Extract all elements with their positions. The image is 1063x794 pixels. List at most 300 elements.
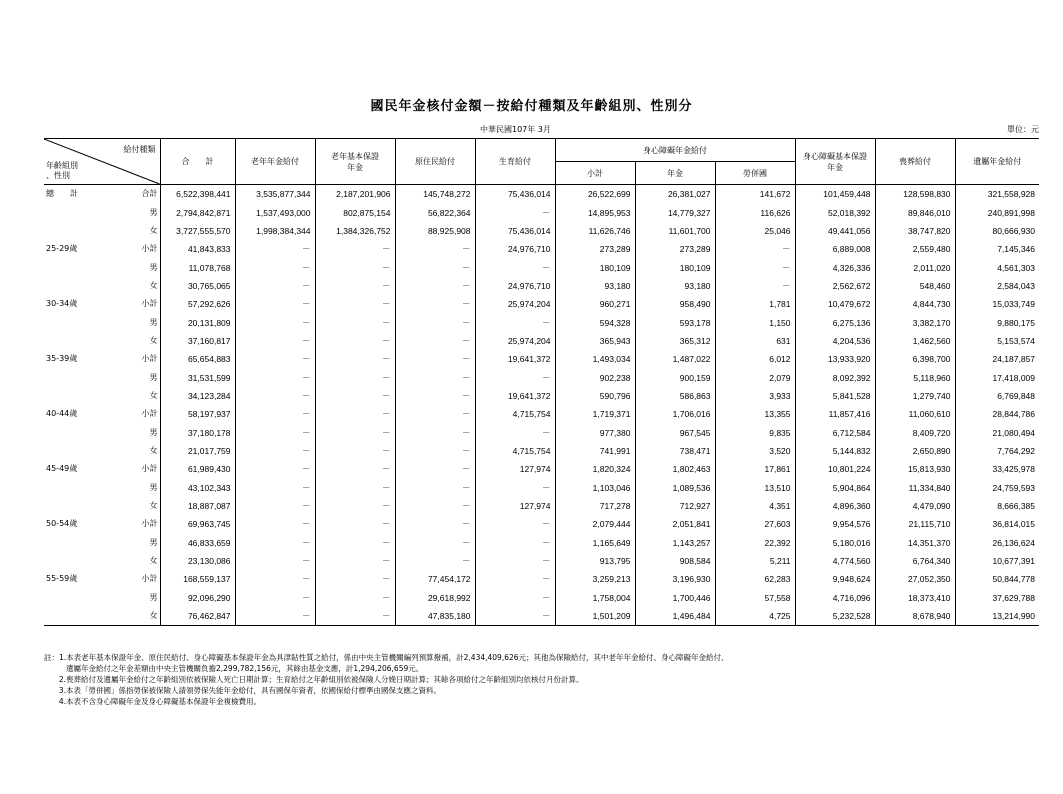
value-cell: －	[315, 479, 395, 497]
table-row	[44, 442, 1039, 460]
age-group-label: 30-34歲	[46, 299, 78, 309]
value-cell: 23,130,086	[160, 552, 235, 570]
value-cell: 56,822,364	[395, 203, 475, 221]
value-cell: 1,493,034	[555, 350, 635, 368]
table-row	[44, 570, 1039, 588]
value-cell: 6,522,398,441	[160, 185, 235, 204]
age-group-label: 25-29歲	[46, 244, 78, 254]
value-cell: 24,759,593	[955, 479, 1039, 497]
value-cell: 1,103,046	[555, 479, 635, 497]
corner-bottom-label	[46, 161, 78, 181]
sex-label: 男	[149, 207, 158, 217]
footnotes	[44, 652, 1054, 707]
value-cell: －	[315, 442, 395, 460]
value-cell: －	[235, 589, 315, 607]
value-cell: －	[235, 442, 315, 460]
value-cell: 21,017,759	[160, 442, 235, 460]
footnote-text: 本表「勞併國」係指勞保被保險人請領勞保失能年金給付，具有國保年資者，依國保給付標準由國保支應之資料。	[66, 686, 441, 695]
value-cell: 5,841,528	[795, 387, 875, 405]
value-cell: 4,204,536	[795, 332, 875, 350]
sex-label: 女	[110, 607, 160, 626]
value-cell: 6,275,136	[795, 313, 875, 331]
age-group-label	[44, 368, 110, 386]
value-cell: 594,328	[555, 313, 635, 331]
value-cell: 37,180,178	[160, 423, 235, 441]
sex-label: 男	[149, 537, 158, 547]
age-group-label	[44, 607, 110, 626]
value-cell: 36,814,015	[955, 515, 1039, 533]
footnote-line	[44, 685, 1054, 696]
sex-label: 男	[149, 317, 158, 327]
value-cell: 8,409,720	[875, 423, 955, 441]
value-cell: －	[235, 570, 315, 588]
value-cell: 1,820,324	[555, 460, 635, 478]
value-cell: －	[315, 295, 395, 313]
value-cell: 7,764,292	[955, 442, 1039, 460]
value-cell: 62,283	[715, 570, 795, 588]
value-cell: 57,558	[715, 589, 795, 607]
value-cell: 11,857,416	[795, 405, 875, 423]
corner-top-label: 給付種類	[123, 145, 156, 154]
page-title: 國民年金核付金額－按給付種類及年齡組別、性別分	[370, 99, 693, 114]
age-group-label	[44, 222, 110, 240]
value-cell: 900,159	[635, 368, 715, 386]
value-cell: －	[235, 552, 315, 570]
header-funeral: 喪葬給付	[875, 139, 955, 185]
value-cell: 127,974	[475, 460, 555, 478]
footnote-prefix: 2.	[58, 675, 66, 684]
value-cell: －	[395, 240, 475, 258]
value-cell: 6,889,008	[795, 240, 875, 258]
value-cell: 47,835,180	[395, 607, 475, 626]
table-row	[44, 423, 1039, 441]
header-disability-group: 身心障礙年金給付	[555, 139, 795, 162]
value-cell: 31,531,599	[160, 368, 235, 386]
value-cell: －	[235, 350, 315, 368]
sex-label: 女	[149, 556, 158, 566]
value-cell: －	[715, 258, 795, 276]
footnote-text: 本表不含身心障礙年金及身心障礙基本保證年金複檢費用。	[66, 697, 261, 706]
value-cell: 25,974,204	[475, 332, 555, 350]
value-cell: 4,715,754	[475, 442, 555, 460]
value-cell: 9,948,624	[795, 570, 875, 588]
sex-label: 女	[149, 225, 158, 235]
header-aboriginal: 原住民給付	[395, 139, 475, 185]
value-cell: 1,279,740	[875, 387, 955, 405]
value-cell: 116,626	[715, 203, 795, 221]
value-cell: 273,289	[635, 240, 715, 258]
value-cell: 1,496,484	[635, 607, 715, 626]
value-cell: 3,535,877,344	[235, 185, 315, 204]
value-cell: 1,998,384,344	[235, 222, 315, 240]
header-dis-basic-text: 身心障礙基本保證年金	[803, 151, 868, 172]
value-cell: 6,764,340	[875, 552, 955, 570]
table-row	[44, 497, 1039, 515]
value-cell: －	[315, 387, 395, 405]
value-cell: 273,289	[555, 240, 635, 258]
value-cell: －	[475, 203, 555, 221]
age-group-label	[44, 497, 110, 515]
header-survivor: 遺屬年金給付	[955, 139, 1039, 185]
age-group-label	[44, 387, 110, 405]
value-cell: 1,150	[715, 313, 795, 331]
value-cell: 25,974,204	[475, 295, 555, 313]
age-group-label	[44, 534, 110, 552]
value-cell: －	[395, 423, 475, 441]
value-cell: 52,018,392	[795, 203, 875, 221]
age-group-label	[44, 552, 110, 570]
age-group-label: 35-39歲	[46, 354, 78, 364]
corner-bottom-line-1: 年齡組別	[46, 161, 78, 170]
sex-label: 小計	[141, 409, 158, 419]
value-cell: －	[395, 368, 475, 386]
value-cell: －	[475, 534, 555, 552]
value-cell: 741,991	[555, 442, 635, 460]
value-cell: 26,136,624	[955, 534, 1039, 552]
value-cell: 93,180	[555, 277, 635, 295]
footnote-line	[44, 663, 1054, 674]
value-cell: 2,559,480	[875, 240, 955, 258]
footnote-prefix: 註：1.	[44, 653, 67, 662]
value-cell: －	[395, 460, 475, 478]
value-cell: 19,641,372	[475, 350, 555, 368]
value-cell: 6,769,848	[955, 387, 1039, 405]
value-cell: －	[315, 277, 395, 295]
value-cell: 1,089,536	[635, 479, 715, 497]
value-cell: 18,373,410	[875, 589, 955, 607]
value-cell: 24,187,857	[955, 350, 1039, 368]
table-row	[44, 589, 1039, 607]
value-cell: 75,436,014	[475, 222, 555, 240]
value-cell: 4,326,336	[795, 258, 875, 276]
age-group-label	[44, 423, 110, 441]
value-cell: 11,078,768	[160, 258, 235, 276]
value-cell: 180,109	[555, 258, 635, 276]
value-cell: 2,794,842,871	[160, 203, 235, 221]
value-cell: 717,278	[555, 497, 635, 515]
value-cell: 41,843,833	[160, 240, 235, 258]
value-cell: 4,479,090	[875, 497, 955, 515]
value-cell: 4,774,560	[795, 552, 875, 570]
table-row	[44, 277, 1039, 295]
value-cell: 960,271	[555, 295, 635, 313]
header-old-age: 老年年金給付	[235, 139, 315, 185]
value-cell: －	[235, 295, 315, 313]
age-group-label	[44, 277, 110, 295]
footnote-line	[44, 652, 1054, 663]
age-group-label	[44, 589, 110, 607]
value-cell: －	[395, 405, 475, 423]
value-cell: －	[395, 277, 475, 295]
value-cell: 180,109	[635, 258, 715, 276]
value-cell: －	[235, 258, 315, 276]
value-cell: 1,165,649	[555, 534, 635, 552]
header-dis-labor: 勞併國	[715, 162, 795, 185]
table-row	[44, 185, 1039, 204]
value-cell: 20,131,809	[160, 313, 235, 331]
value-cell: －	[235, 423, 315, 441]
value-cell: 958,490	[635, 295, 715, 313]
value-cell: 127,974	[475, 497, 555, 515]
value-cell: 69,963,745	[160, 515, 235, 533]
value-cell: 65,654,883	[160, 350, 235, 368]
value-cell: 2,051,841	[635, 515, 715, 533]
value-cell: 7,145,346	[955, 240, 1039, 258]
value-cell: 3,933	[715, 387, 795, 405]
value-cell: －	[235, 405, 315, 423]
value-cell: 590,796	[555, 387, 635, 405]
value-cell: 58,197,937	[160, 405, 235, 423]
value-cell: 6,012	[715, 350, 795, 368]
value-cell: 10,801,224	[795, 460, 875, 478]
age-group-label	[44, 203, 110, 221]
age-group-label	[44, 479, 110, 497]
value-cell: －	[475, 607, 555, 626]
header-old-basic	[315, 139, 395, 185]
age-group-label	[44, 332, 110, 350]
value-cell: 19,641,372	[475, 387, 555, 405]
value-cell: 37,629,788	[955, 589, 1039, 607]
value-cell: 3,196,930	[635, 570, 715, 588]
value-cell: 18,887,087	[160, 497, 235, 515]
table-row	[44, 405, 1039, 423]
table-row	[44, 240, 1039, 258]
header-dis-annuity: 年金	[635, 162, 715, 185]
sex-label: 女	[149, 501, 158, 511]
value-cell: 3,259,213	[555, 570, 635, 588]
value-cell: 22,392	[715, 534, 795, 552]
value-cell: 89,846,010	[875, 203, 955, 221]
value-cell: 17,861	[715, 460, 795, 478]
value-cell: 4,716,096	[795, 589, 875, 607]
age-group-label	[44, 258, 110, 276]
value-cell: 10,479,672	[795, 295, 875, 313]
value-cell: 26,522,699	[555, 185, 635, 204]
table-row	[44, 534, 1039, 552]
value-cell: 101,459,448	[795, 185, 875, 204]
value-cell: －	[235, 607, 315, 626]
value-cell: －	[315, 552, 395, 570]
value-cell: 76,462,847	[160, 607, 235, 626]
sex-label: 女	[149, 390, 158, 400]
unit-label: 單位：元	[1007, 125, 1039, 134]
table-row	[44, 203, 1039, 221]
value-cell: －	[315, 460, 395, 478]
value-cell: 14,351,370	[875, 534, 955, 552]
footnote-prefix: 4.	[58, 697, 66, 706]
value-cell: －	[475, 313, 555, 331]
value-cell: －	[235, 277, 315, 295]
value-cell: 712,927	[635, 497, 715, 515]
value-cell: 2,079,444	[555, 515, 635, 533]
table-row	[44, 515, 1039, 533]
value-cell: 2,584,043	[955, 277, 1039, 295]
value-cell: 913,795	[555, 552, 635, 570]
sex-label: 男	[149, 427, 158, 437]
sex-label: 小計	[141, 574, 158, 584]
value-cell: 49,441,056	[795, 222, 875, 240]
sex-label: 男	[149, 262, 158, 272]
value-cell: －	[235, 368, 315, 386]
table-row	[44, 350, 1039, 368]
value-cell: 14,779,327	[635, 203, 715, 221]
value-cell: 1,143,257	[635, 534, 715, 552]
value-cell: 2,079	[715, 368, 795, 386]
value-cell: －	[715, 240, 795, 258]
value-cell: 88,925,908	[395, 222, 475, 240]
value-cell: 4,351	[715, 497, 795, 515]
value-cell: －	[475, 570, 555, 588]
table-row	[44, 387, 1039, 405]
value-cell: －	[315, 423, 395, 441]
value-cell: 1,384,326,752	[315, 222, 395, 240]
value-cell: 1,501,209	[555, 607, 635, 626]
value-cell: 46,833,659	[160, 534, 235, 552]
value-cell: 908,584	[635, 552, 715, 570]
value-cell: －	[315, 332, 395, 350]
value-cell: 141,672	[715, 185, 795, 204]
value-cell: －	[315, 258, 395, 276]
value-cell: 21,080,494	[955, 423, 1039, 441]
sex-label: 女	[149, 280, 158, 290]
value-cell: 1,802,463	[635, 460, 715, 478]
sex-label: 男	[149, 592, 158, 602]
value-cell: 365,943	[555, 332, 635, 350]
value-cell: 61,989,430	[160, 460, 235, 478]
value-cell: 977,380	[555, 423, 635, 441]
value-cell: 13,214,990	[955, 607, 1039, 626]
header-corner	[44, 139, 160, 185]
value-cell: 30,765,065	[160, 277, 235, 295]
value-cell: －	[395, 479, 475, 497]
value-cell: 8,678,940	[875, 607, 955, 626]
value-cell: －	[235, 479, 315, 497]
value-cell: 4,844,730	[875, 295, 955, 313]
value-cell: 57,292,626	[160, 295, 235, 313]
table-row	[44, 552, 1039, 570]
value-cell: 50,844,778	[955, 570, 1039, 588]
value-cell: －	[315, 515, 395, 533]
value-cell: 365,312	[635, 332, 715, 350]
value-cell: 6,398,700	[875, 350, 955, 368]
value-cell: －	[235, 497, 315, 515]
value-cell: －	[315, 570, 395, 588]
value-cell: －	[235, 387, 315, 405]
value-cell: 9,880,175	[955, 313, 1039, 331]
value-cell: 80,666,930	[955, 222, 1039, 240]
table-row	[44, 258, 1039, 276]
value-cell: －	[315, 313, 395, 331]
value-cell: －	[315, 350, 395, 368]
value-cell: 548,460	[875, 277, 955, 295]
value-cell: 3,382,170	[875, 313, 955, 331]
footnote-prefix: 3.	[58, 686, 66, 695]
value-cell: 11,334,840	[875, 479, 955, 497]
sex-label: 小計	[141, 354, 158, 364]
value-cell: －	[315, 607, 395, 626]
value-cell: －	[395, 258, 475, 276]
value-cell: 29,618,992	[395, 589, 475, 607]
report-period: 中華民國107年 3月	[480, 125, 551, 134]
sex-label: 女	[149, 335, 158, 345]
value-cell: －	[315, 534, 395, 552]
value-cell: 5,118,960	[875, 368, 955, 386]
value-cell: 1,758,004	[555, 589, 635, 607]
pension-table	[44, 138, 1039, 626]
value-cell: －	[395, 497, 475, 515]
value-cell: 11,601,700	[635, 222, 715, 240]
value-cell: 1,719,371	[555, 405, 635, 423]
value-cell: 10,677,391	[955, 552, 1039, 570]
age-group-label: 45-49歲	[46, 464, 78, 474]
value-cell: 8,092,392	[795, 368, 875, 386]
header-maternity: 生育給付	[475, 139, 555, 185]
value-cell: 1,487,022	[635, 350, 715, 368]
value-cell: 13,933,920	[795, 350, 875, 368]
value-cell: 5,153,574	[955, 332, 1039, 350]
footnote-line	[44, 696, 1054, 707]
sex-label: 男	[149, 372, 158, 382]
value-cell: 13,510	[715, 479, 795, 497]
value-cell: 43,102,343	[160, 479, 235, 497]
value-cell: －	[395, 313, 475, 331]
value-cell: 168,559,137	[160, 570, 235, 588]
value-cell: 17,418,009	[955, 368, 1039, 386]
value-cell: 25,046	[715, 222, 795, 240]
corner-bottom-line-2: 、性別	[46, 171, 70, 180]
value-cell: －	[235, 313, 315, 331]
value-cell: －	[395, 552, 475, 570]
table-row	[44, 332, 1039, 350]
table-row	[44, 313, 1039, 331]
value-cell: 5,144,832	[795, 442, 875, 460]
value-cell: －	[475, 258, 555, 276]
value-cell: 5,180,016	[795, 534, 875, 552]
value-cell: 93,180	[635, 277, 715, 295]
sex-label: 女	[149, 445, 158, 455]
value-cell: 1,706,016	[635, 405, 715, 423]
value-cell: 967,545	[635, 423, 715, 441]
value-cell: 5,904,864	[795, 479, 875, 497]
value-cell: －	[475, 589, 555, 607]
age-group-label: 40-44歲	[46, 409, 78, 419]
sex-label: 小計	[141, 464, 158, 474]
value-cell: 321,558,928	[955, 185, 1039, 204]
table-row	[44, 295, 1039, 313]
value-cell: －	[235, 534, 315, 552]
value-cell: －	[475, 423, 555, 441]
sex-label: 小計	[141, 244, 158, 254]
value-cell: 5,232,528	[795, 607, 875, 626]
header-old-basic-text: 老年基本保證年金	[331, 151, 379, 172]
value-cell: 24,976,710	[475, 277, 555, 295]
value-cell: 1,781	[715, 295, 795, 313]
footnote-text: 本表老年基本保證年金、原住民給付、身心障礙基本保證年金為具津貼性質之給付，係由中央主管機關編列預算撥補，計2,434,409,626元；其他為保險給付，其中老年年金給付、身心障礙年金給付、	[66, 653, 729, 662]
value-cell: 128,598,830	[875, 185, 955, 204]
value-cell: 33,425,978	[955, 460, 1039, 478]
value-cell: 24,976,710	[475, 240, 555, 258]
age-group-label: 總 計	[46, 189, 78, 199]
value-cell: 13,355	[715, 405, 795, 423]
value-cell: －	[315, 589, 395, 607]
value-cell: －	[475, 479, 555, 497]
value-cell: 5,211	[715, 552, 795, 570]
value-cell: 37,160,817	[160, 332, 235, 350]
value-cell: －	[395, 442, 475, 460]
value-cell: 1,700,446	[635, 589, 715, 607]
value-cell: －	[475, 368, 555, 386]
value-cell: 27,052,350	[875, 570, 955, 588]
